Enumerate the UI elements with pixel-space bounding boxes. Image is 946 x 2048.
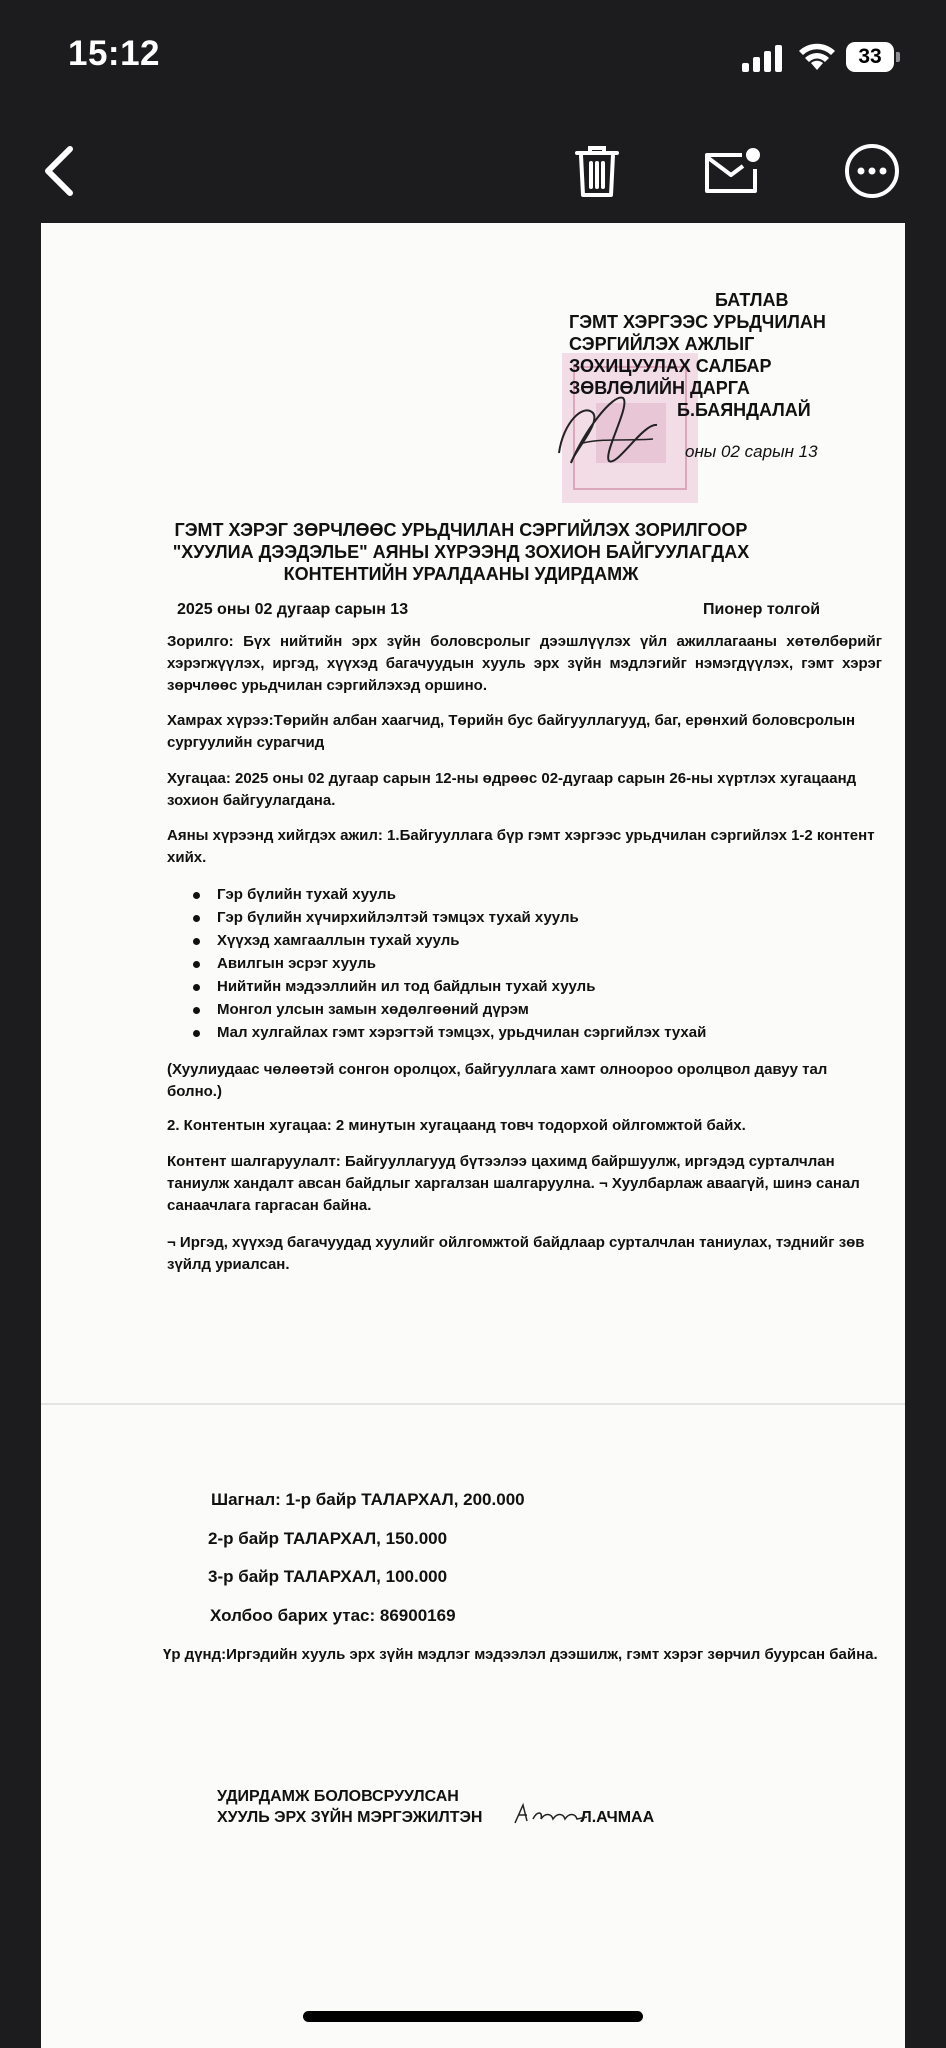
mail-toolbar bbox=[0, 115, 946, 223]
list-item: Хүүхэд хамгааллын тухай хууль bbox=[189, 929, 706, 952]
wifi-icon bbox=[796, 40, 838, 72]
bullet-icon bbox=[193, 892, 200, 899]
duration-paragraph: Хугацаа: 2025 оны 02 дугаар сарын 12-ны өдрөөс 02-дугаар сарын 26-ны хүртлэх хугацаанд зохион байгуулагдана. bbox=[167, 770, 857, 809]
law-list bbox=[189, 883, 706, 1044]
battery-level: 33 bbox=[846, 42, 894, 72]
approval-block bbox=[569, 289, 889, 461]
prepared-name: Л.АЧМАА bbox=[580, 1809, 655, 1826]
prize-first: Шагнал: 1-р байр ТАЛАРХАЛ, 200.000 bbox=[211, 1490, 525, 1509]
more-ellipsis-icon bbox=[844, 143, 900, 199]
result-paragraph: Үр дүнд:Иргэдийн хууль эрх зүйн мэдлэг мэдээлэл дээшилж, гэмт хэрэг зөрчил буурсан байна. bbox=[163, 1646, 878, 1663]
delete-button[interactable] bbox=[565, 139, 629, 203]
publish-paragraph: Контент шалгаруулалт: Байгууллагууд бүтээлээ цахимд байршуулж, иргэдэд сурталчлан таниулж хандалт авсан байдлыг харгалзан шалгаруулна. ¬ Хуулбарлаж аваагүй, шинэ санал санаачлага гаргасан байна. bbox=[167, 1153, 860, 1214]
approver-name: Б.БАЯНДАЛАЙ bbox=[677, 400, 811, 420]
prepared-title: ХУУЛЬ ЭРХ ЗҮЙН МЭРГЭЖИЛТЭН bbox=[217, 1809, 483, 1826]
bullet-icon bbox=[193, 1007, 200, 1014]
prize-third: 3-р байр ТАЛАРХАЛ, 100.000 bbox=[208, 1567, 448, 1586]
trash-icon bbox=[573, 143, 621, 199]
document-place: Пионер толгой bbox=[703, 601, 821, 618]
approval-heading: БАТЛАВ bbox=[715, 290, 789, 310]
battery-icon bbox=[846, 42, 900, 72]
status-bar bbox=[0, 0, 946, 115]
page-fold bbox=[41, 1403, 905, 1405]
prize-second: 2-р байр ТАЛАРХАЛ, 150.000 bbox=[208, 1529, 448, 1548]
back-button[interactable] bbox=[28, 139, 92, 203]
content-duration-paragraph: 2. Контентын хугацаа: 2 минутын хугацаанд товч тодорхой ойлгомжтой байх. bbox=[167, 1117, 746, 1134]
note-paragraph: (Хуулиудаас чөлөөтэй сонгон оролцох, байгууллага хамт олноороо оролцвол давуу тал болно.) bbox=[167, 1061, 828, 1100]
bullet-icon bbox=[193, 1030, 200, 1037]
bullet-icon bbox=[193, 984, 200, 991]
more-button[interactable] bbox=[840, 139, 904, 203]
home-indicator[interactable] bbox=[303, 2011, 643, 2022]
work-paragraph: Аяны хүрээнд хийгдэх ажил: 1.Байгууллага бүр гэмт хэргээс урьдчилан сэргийлэх 1-2 контент хийх. bbox=[167, 827, 875, 866]
scope-paragraph: Хамрах хүрээ:Төрийн албан хаагчид, Төрийн бус байгууллагууд, баг, ерөнхий боловсролын сургуулийн сурагчид bbox=[167, 712, 856, 751]
approval-line: ГЭМТ ХЭРГЭЭС УРЬДЧИЛАН bbox=[569, 312, 826, 332]
list-item: Нийтийн мэдээллийн ил тод байдлын тухай хууль bbox=[189, 975, 706, 998]
contact-phone: Холбоо барих утас: 86900169 bbox=[210, 1606, 456, 1625]
attachment-viewer[interactable] bbox=[0, 223, 946, 2048]
list-item: Монгол улсын замын хөдөлгөөний дүрэм bbox=[189, 998, 706, 1021]
list-item: Мал хулгайлах гэмт хэрэгтэй тэмцэх, урьдчилан сэргийлэх тухай bbox=[189, 1021, 706, 1044]
bullet-icon bbox=[193, 938, 200, 945]
document-page bbox=[41, 223, 905, 2048]
approval-line: СЭРГИЙЛЭХ АЖЛЫГ bbox=[569, 334, 755, 354]
approval-line: ЗОХИЦУУЛАХ САЛБАР bbox=[569, 356, 772, 376]
mail-unread-icon bbox=[702, 145, 762, 197]
cellular-signal-icon bbox=[740, 44, 788, 72]
document-date: 2025 оны 02 дугаар сарын 13 bbox=[177, 601, 409, 618]
goal-paragraph: Зорилго: Бүх нийтийн эрх зүйн боловсролыг дээшлүүлэх үйл ажиллагааны хөтөлбөрийг хэрэгжүүлэх, иргэд, хүүхэд багачуудын хууль эрх зүйн мэдлэгийг нэмэгдүүлэх, гэмт хэрэг зөрчлөөс урьдчилан сэргийлэхэд оршино. bbox=[167, 633, 882, 694]
back-chevron-icon bbox=[40, 145, 80, 197]
list-item: Гэр бүлийн хүчирхийлэлтэй тэмцэх тухай хууль bbox=[189, 906, 706, 929]
approval-date: оны 02 сарын 13 bbox=[685, 442, 818, 461]
bullet-icon bbox=[193, 915, 200, 922]
bullet-icon bbox=[193, 961, 200, 968]
mark-unread-button[interactable] bbox=[700, 139, 764, 203]
prepared-line: УДИРДАМЖ БОЛОВСРУУЛСАН bbox=[217, 1788, 459, 1805]
list-item: Авилгын эсрэг хууль bbox=[189, 952, 706, 975]
final-paragraph: ¬ Иргэд, хүүхэд багачуудад хуулийг ойлгомжтой байдлаар сурталчлан таниулах, тэднийг зөв зүйлд уриалсан. bbox=[167, 1234, 865, 1273]
preparer-signature bbox=[511, 1801, 591, 1827]
list-item: Гэр бүлийн тухай хууль bbox=[189, 883, 706, 906]
approval-line: ЗӨВЛӨЛИЙН ДАРГА bbox=[569, 378, 750, 398]
document-title: ГЭМТ ХЭРЭГ ЗӨРЧЛӨӨС УРЬДЧИЛАН СЭРГИЙЛЭХ ЗОРИЛГООР "ХУУЛИА ДЭЭДЭЛЬЕ" АЯНЫ ХҮРЭЭНД ЗОХИОН БАЙГУУЛАГДАХ КОНТЕНТИЙН УРАЛДААНЫ УДИРДАМЖ bbox=[172, 520, 750, 584]
status-time: 15:12 bbox=[68, 34, 161, 73]
